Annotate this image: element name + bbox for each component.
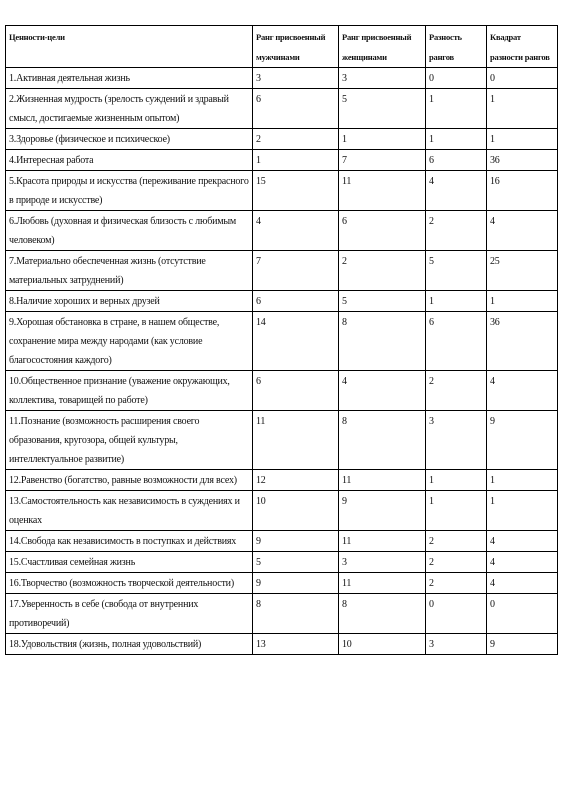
rank-difference-cell: 1: [426, 491, 487, 531]
difference-squared-cell: 36: [487, 312, 558, 371]
rank-difference-cell: 1: [426, 89, 487, 129]
rank-difference-cell: 0: [426, 68, 487, 89]
women-rank-cell: 8: [339, 411, 426, 470]
value-name-cell: 16.Творчество (возможность творческой деятельности): [6, 573, 253, 594]
value-name-cell: 8.Наличие хороших и верных друзей: [6, 291, 253, 312]
table-row: [6, 129, 558, 150]
table-row: [6, 150, 558, 171]
rank-difference-cell: 1: [426, 129, 487, 150]
value-name-cell: 5.Красота природы и искусства (переживание прекрасного в природе и искусстве): [6, 171, 253, 211]
rank-difference-cell: 3: [426, 411, 487, 470]
men-rank-cell: 5: [253, 552, 339, 573]
women-rank-cell: 11: [339, 470, 426, 491]
women-rank-cell: 8: [339, 312, 426, 371]
women-rank-cell: 4: [339, 371, 426, 411]
difference-squared-cell: 1: [487, 491, 558, 531]
difference-squared-cell: 25: [487, 251, 558, 291]
difference-squared-cell: 0: [487, 68, 558, 89]
men-rank-cell: 14: [253, 312, 339, 371]
difference-squared-cell: 4: [487, 211, 558, 251]
difference-squared-cell: 9: [487, 634, 558, 655]
difference-squared-cell: 16: [487, 171, 558, 211]
difference-squared-cell: 1: [487, 470, 558, 491]
rank-difference-cell: 2: [426, 211, 487, 251]
table-row: [6, 470, 558, 491]
men-rank-cell: 6: [253, 89, 339, 129]
value-name-cell: 6.Любовь (духовная и физическая близость с любимым человеком): [6, 211, 253, 251]
men-rank-cell: 9: [253, 573, 339, 594]
women-rank-cell: 3: [339, 68, 426, 89]
value-name-cell: 15.Счастливая семейная жизнь: [6, 552, 253, 573]
table-row: [6, 594, 558, 634]
rank-difference-cell: 5: [426, 251, 487, 291]
women-rank-cell: 9: [339, 491, 426, 531]
women-rank-cell: 2: [339, 251, 426, 291]
men-rank-cell: 9: [253, 531, 339, 552]
women-rank-cell: 8: [339, 594, 426, 634]
difference-squared-cell: 9: [487, 411, 558, 470]
rank-difference-cell: 4: [426, 171, 487, 211]
value-name-cell: 14.Свобода как независимость в поступках и действиях: [6, 531, 253, 552]
table-row: [6, 411, 558, 470]
header-cell-men-rank: Ранг присвоенный мужчинами: [253, 26, 339, 68]
difference-squared-cell: 1: [487, 89, 558, 129]
difference-squared-cell: 4: [487, 552, 558, 573]
value-name-cell: 9.Хорошая обстановка в стране, в нашем обществе, сохранение мира между народами (как условие благосостояния каждого): [6, 312, 253, 371]
rank-difference-cell: 6: [426, 312, 487, 371]
header-cell-values: Ценности-цели: [6, 26, 253, 68]
difference-squared-cell: 36: [487, 150, 558, 171]
men-rank-cell: 1: [253, 150, 339, 171]
table-row: [6, 371, 558, 411]
difference-squared-cell: 0: [487, 594, 558, 634]
value-name-cell: 7.Материально обеспеченная жизнь (отсутствие материальных затруднений): [6, 251, 253, 291]
men-rank-cell: 4: [253, 211, 339, 251]
table-row: [6, 552, 558, 573]
women-rank-cell: 11: [339, 531, 426, 552]
header-cell-rank-difference: Разность рангов: [426, 26, 487, 68]
women-rank-cell: 3: [339, 552, 426, 573]
rank-difference-cell: 2: [426, 531, 487, 552]
rank-difference-cell: 1: [426, 470, 487, 491]
table-row: [6, 68, 558, 89]
women-rank-cell: 7: [339, 150, 426, 171]
men-rank-cell: 3: [253, 68, 339, 89]
value-name-cell: 4.Интересная работа: [6, 150, 253, 171]
rank-difference-cell: 2: [426, 552, 487, 573]
value-name-cell: 1.Активная деятельная жизнь: [6, 68, 253, 89]
table-row: [6, 291, 558, 312]
rank-difference-cell: 1: [426, 291, 487, 312]
men-rank-cell: 8: [253, 594, 339, 634]
rank-difference-cell: 2: [426, 371, 487, 411]
women-rank-cell: 6: [339, 211, 426, 251]
value-name-cell: 3.Здоровье (физическое и психическое): [6, 129, 253, 150]
women-rank-cell: 11: [339, 171, 426, 211]
rank-difference-cell: 6: [426, 150, 487, 171]
men-rank-cell: 6: [253, 371, 339, 411]
table-row: [6, 491, 558, 531]
women-rank-cell: 5: [339, 89, 426, 129]
value-name-cell: 17.Уверенность в себе (свобода от внутренних противоречий): [6, 594, 253, 634]
table-row: [6, 171, 558, 211]
header-row: [6, 26, 558, 68]
rank-difference-cell: 3: [426, 634, 487, 655]
table-body: [6, 68, 558, 655]
difference-squared-cell: 1: [487, 291, 558, 312]
rank-difference-cell: 2: [426, 573, 487, 594]
table-row: [6, 634, 558, 655]
table-row: [6, 531, 558, 552]
table-row: [6, 312, 558, 371]
women-rank-cell: 10: [339, 634, 426, 655]
men-rank-cell: 15: [253, 171, 339, 211]
men-rank-cell: 6: [253, 291, 339, 312]
value-name-cell: 12.Равенство (богатство, равные возможности для всех): [6, 470, 253, 491]
value-name-cell: 13.Самостоятельность как независимость в суждениях и оценках: [6, 491, 253, 531]
men-rank-cell: 12: [253, 470, 339, 491]
table-row: [6, 573, 558, 594]
women-rank-cell: 5: [339, 291, 426, 312]
value-name-cell: 18.Удовольствия (жизнь, полная удовольствий): [6, 634, 253, 655]
men-rank-cell: 7: [253, 251, 339, 291]
table-row: [6, 251, 558, 291]
value-name-cell: 10.Общественное признание (уважение окружающих, коллектива, товарищей по работе): [6, 371, 253, 411]
table-row: [6, 89, 558, 129]
value-name-cell: 2.Жизненная мудрость (зрелость суждений и здравый смысл, достигаемые жизненным опытом): [6, 89, 253, 129]
rank-difference-cell: 0: [426, 594, 487, 634]
difference-squared-cell: 4: [487, 531, 558, 552]
difference-squared-cell: 4: [487, 573, 558, 594]
men-rank-cell: 13: [253, 634, 339, 655]
women-rank-cell: 1: [339, 129, 426, 150]
men-rank-cell: 2: [253, 129, 339, 150]
value-name-cell: 11.Познание (возможность расширения своего образования, кругозора, общей культуры, интеллектуальное развитие): [6, 411, 253, 470]
men-rank-cell: 11: [253, 411, 339, 470]
difference-squared-cell: 1: [487, 129, 558, 150]
table-row: [6, 211, 558, 251]
difference-squared-cell: 4: [487, 371, 558, 411]
women-rank-cell: 11: [339, 573, 426, 594]
men-rank-cell: 10: [253, 491, 339, 531]
header-cell-difference-squared: Квадрат разности рангов: [487, 26, 558, 68]
ranking-table: [5, 25, 558, 655]
header-cell-women-rank: Ранг присвоенный женщинами: [339, 26, 426, 68]
